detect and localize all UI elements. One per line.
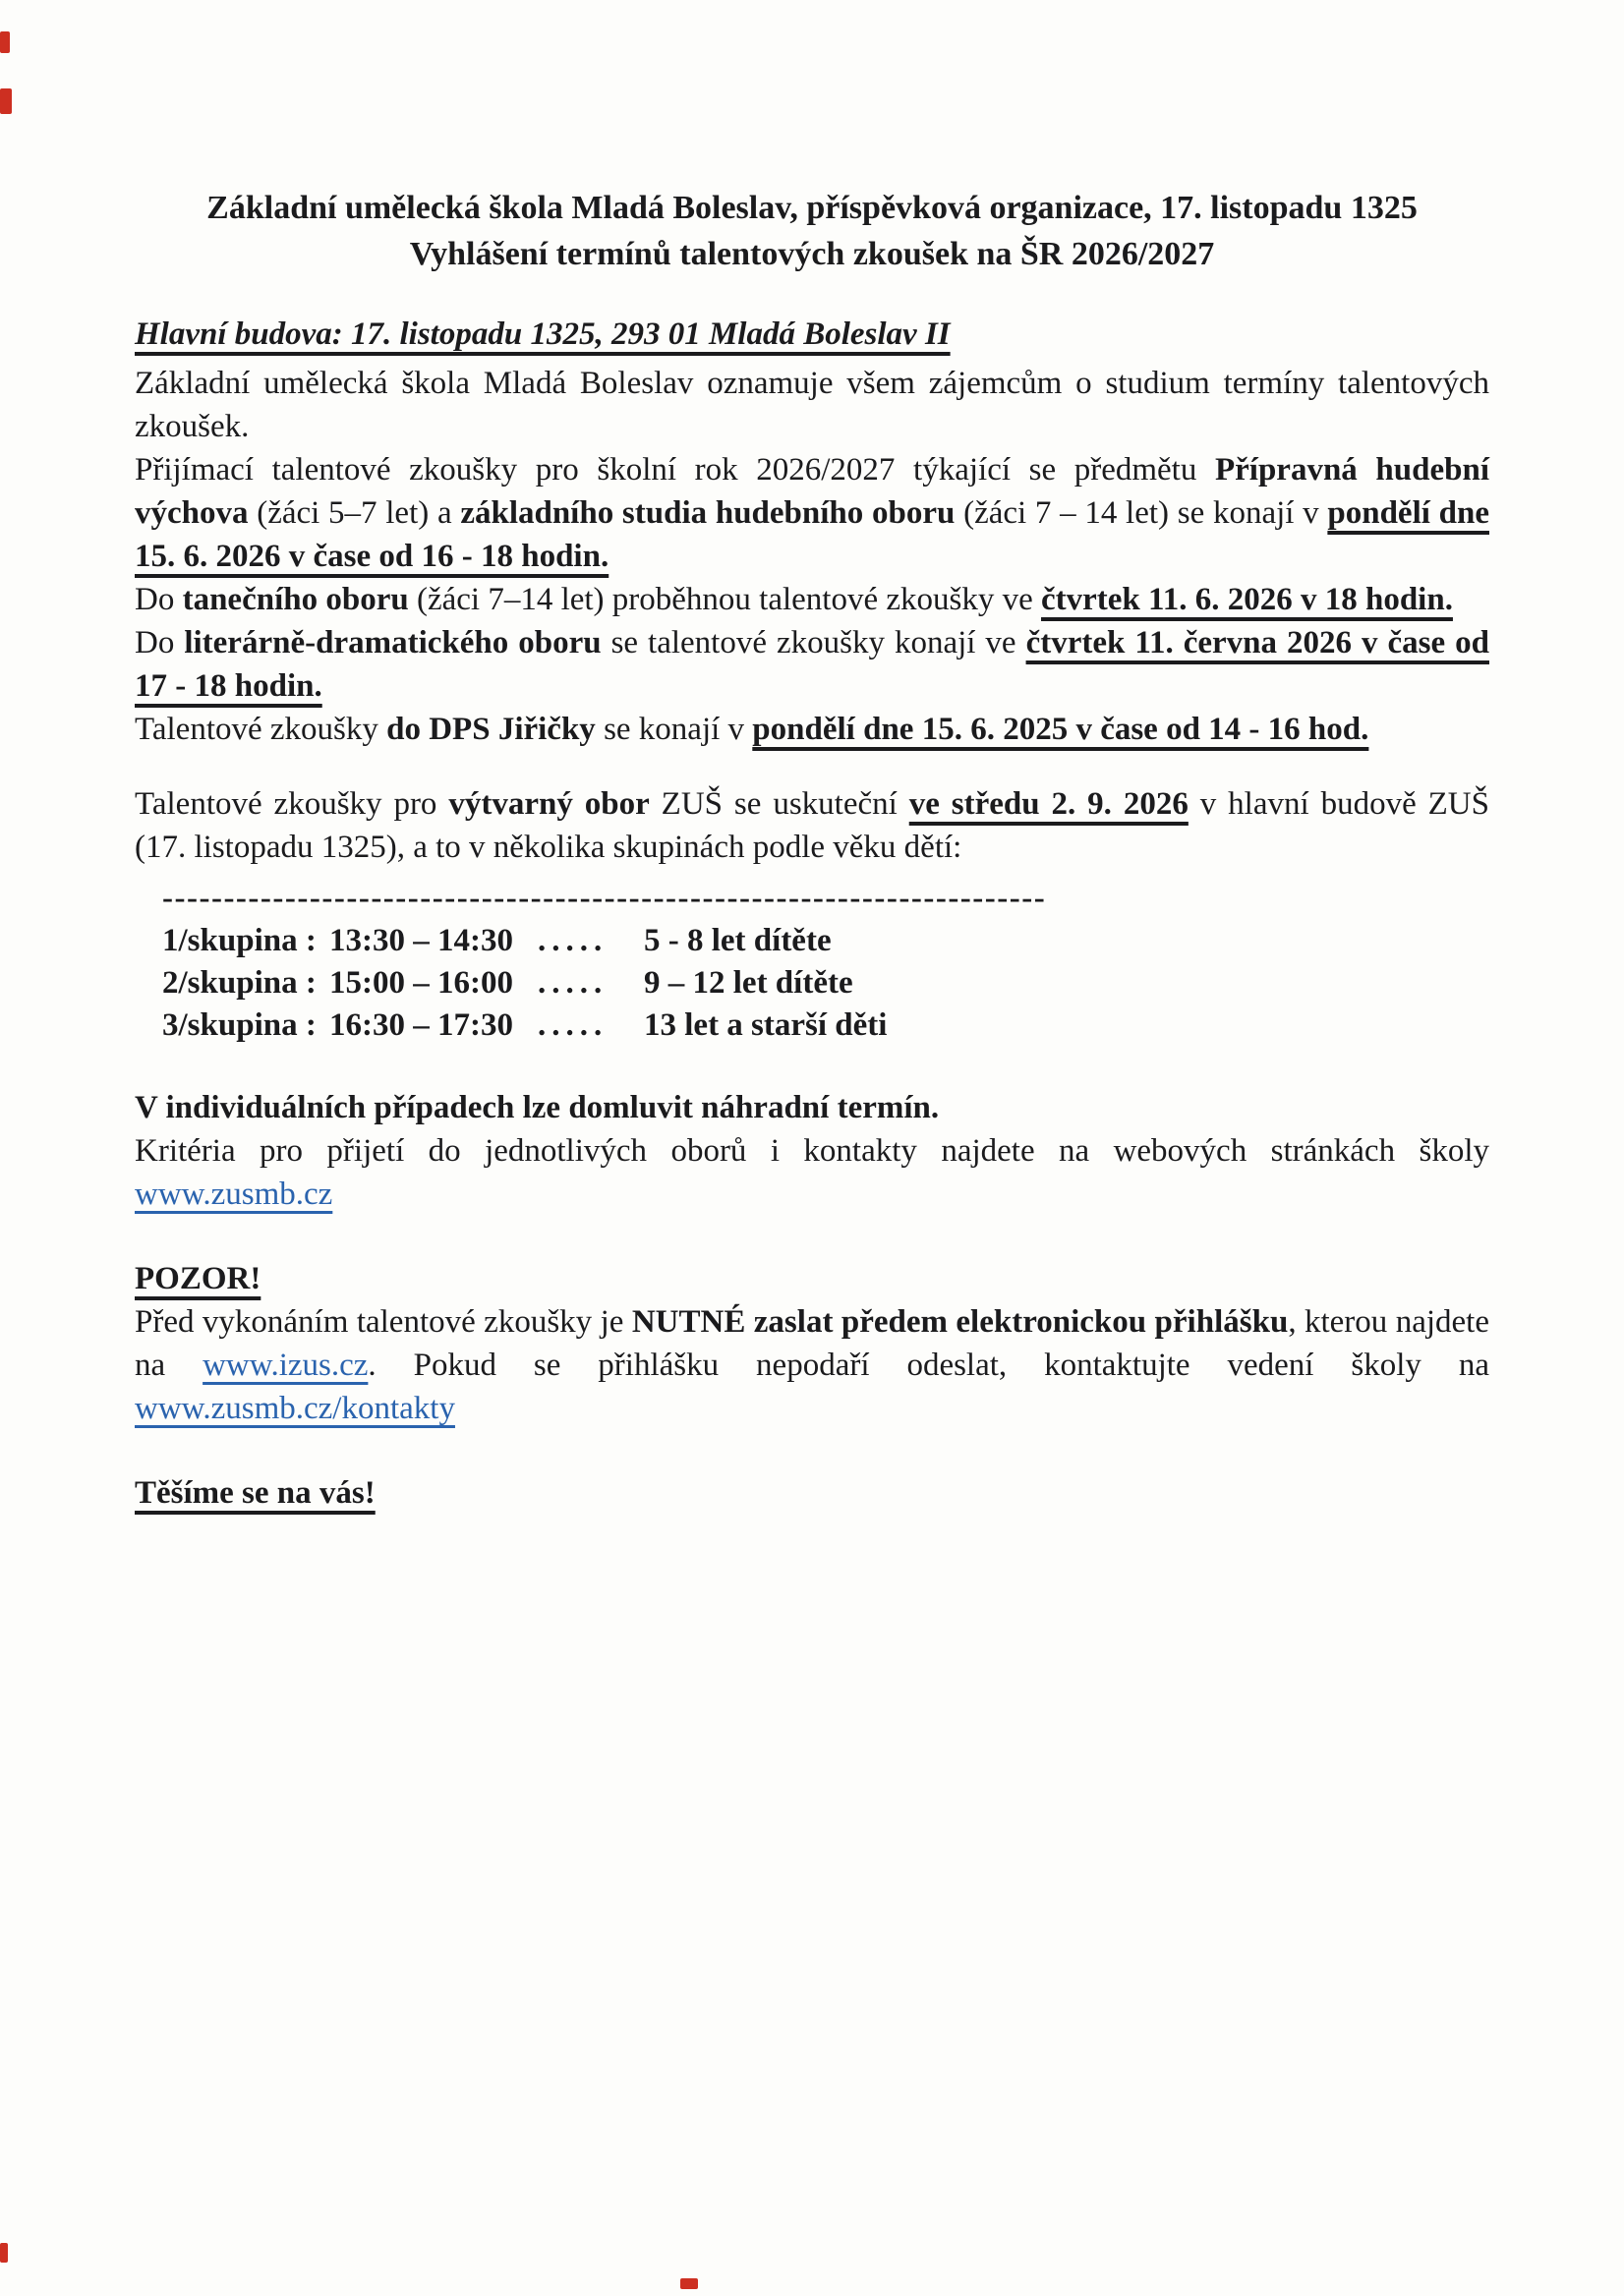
izus-application-link[interactable]: www.izus.cz (203, 1348, 369, 1383)
group-time: 13:30 – 14:30 (329, 923, 513, 958)
bold-run: literárně-dramatického oboru (184, 625, 602, 660)
dps-exam-paragraph (135, 708, 1489, 751)
text-run: (žáci 7 – 14 let) se konají v (955, 495, 1328, 531)
dots-leader: ..... (538, 1007, 609, 1043)
scan-artifact (0, 31, 10, 53)
title-line-2: Vyhlášení termínů talentových zkoušek na ŠR 2026/2027 (409, 236, 1215, 272)
dots-leader: ..... (538, 965, 609, 1001)
heading-text: Hlavní budova: 17. listopadu 1325, 293 01 Mladá Boleslav II (135, 316, 951, 352)
title-line-1: Základní umělecká škola Mladá Boleslav, příspěvková organizace, 17. listopadu 1325 (206, 190, 1418, 226)
text-run: Do (135, 582, 183, 617)
text-run: se talentové zkoušky konají ve (601, 625, 1026, 660)
closing-text: Těšíme se na vás! (135, 1475, 376, 1511)
bold-run: do DPS Jiřičky (386, 712, 596, 747)
art-exam-paragraph (135, 782, 1489, 869)
group-age: 5 - 8 let dítěte (644, 923, 832, 958)
school-contacts-link[interactable]: www.zusmb.cz/kontakty (135, 1391, 455, 1426)
document-content (135, 0, 1489, 1515)
closing-line (135, 1471, 1489, 1515)
group-label: 3/skupina : (162, 1007, 317, 1043)
bold-run: výtvarný obor (448, 786, 650, 822)
text-run: Základní umělecká škola Mladá Boleslav oznamuje všem zájemcům o studium termíny talentových zkoušek. (135, 366, 1489, 444)
document-title (135, 185, 1489, 277)
group-row-3 (162, 1004, 1489, 1047)
text-run: se konají v (595, 712, 753, 747)
dance-exam-paragraph (135, 578, 1489, 621)
dots-leader: ..... (538, 923, 609, 958)
text-run: Přijímací talentové zkoušky pro školní rok 2026/2027 týkající se předmětu (135, 452, 1215, 488)
text-run: Kritéria pro přijetí do jednotlivých oborů i kontakty najdete na webových stránkách školy (135, 1133, 1489, 1169)
bold-run: základního studia hudebního oboru (460, 495, 956, 531)
group-age: 13 let a starší děti (644, 1007, 888, 1043)
text-run: v hlavní budově ZUŠ (17. listopadu 1325), a to v několika skupinách podle věku dětí: (135, 786, 1489, 865)
group-age: 9 – 12 let dítěte (644, 965, 853, 1001)
text-run: Talentové zkoušky (135, 712, 387, 747)
text-run: Do (135, 625, 185, 660)
text-run: ZUŠ se uskuteční (649, 786, 909, 822)
text-run: (žáci 7–14 let) proběhnou talentové zkoušky ve (408, 582, 1042, 617)
warning-heading (135, 1257, 1489, 1300)
text-run: , kterou najdete na (135, 1304, 1489, 1383)
text-run: . Pokud se přihlášku nepodaří odeslat, kontaktujte vedení školy na (368, 1348, 1490, 1383)
group-time: 16:30 – 17:30 (329, 1007, 513, 1043)
section-heading-main-building (135, 313, 1489, 356)
alternative-date-note: V individuálních případech lze domluvit náhradní termín. (135, 1090, 940, 1125)
scan-artifact (0, 2243, 8, 2263)
bold-run: tanečního oboru (182, 582, 409, 617)
group-row-2 (162, 962, 1489, 1004)
exam-date-music: pondělí dne 15. 6. 2026 v čase od 16 - 18 hodin. (135, 495, 1489, 574)
exam-date-dps: pondělí dne 15. 6. 2025 v čase od 14 - 16 hod. (752, 712, 1369, 747)
group-row-1 (162, 920, 1489, 962)
warning-heading-text: POZOR! (135, 1261, 261, 1296)
music-exam-paragraph (135, 448, 1489, 578)
dashed-separator: ------------------------------------------------------------------------ (162, 881, 1047, 916)
text-run: Před vykonáním talentové zkoušky je (135, 1304, 632, 1340)
exam-date-art: ve středu 2. 9. 2026 (908, 786, 1189, 822)
text-run: (žáci 5–7 let) a (248, 495, 461, 531)
intro-paragraph (135, 362, 1489, 448)
group-label: 2/skupina : (162, 965, 317, 1001)
school-website-link[interactable]: www.zusmb.cz (135, 1177, 333, 1212)
text-run: Talentové zkoušky pro (135, 786, 449, 822)
scan-artifact (680, 2278, 698, 2289)
scan-artifact (0, 88, 12, 114)
criteria-paragraph (135, 1129, 1489, 1216)
group-label: 1/skupina : (162, 923, 317, 958)
group-time: 15:00 – 16:00 (329, 965, 513, 1001)
warning-paragraph (135, 1300, 1489, 1430)
drama-exam-paragraph (135, 621, 1489, 708)
exam-date-dance: čtvrtek 11. 6. 2026 v 18 hodin. (1041, 582, 1453, 617)
bold-run: NUTNÉ zaslat předem elektronickou přihlášku (631, 1304, 1289, 1340)
bold-run: Přípravná hudební výchova (135, 452, 1489, 531)
exam-date-drama: čtvrtek 11. června 2026 v čase od 17 - 18 hodin. (135, 625, 1489, 704)
